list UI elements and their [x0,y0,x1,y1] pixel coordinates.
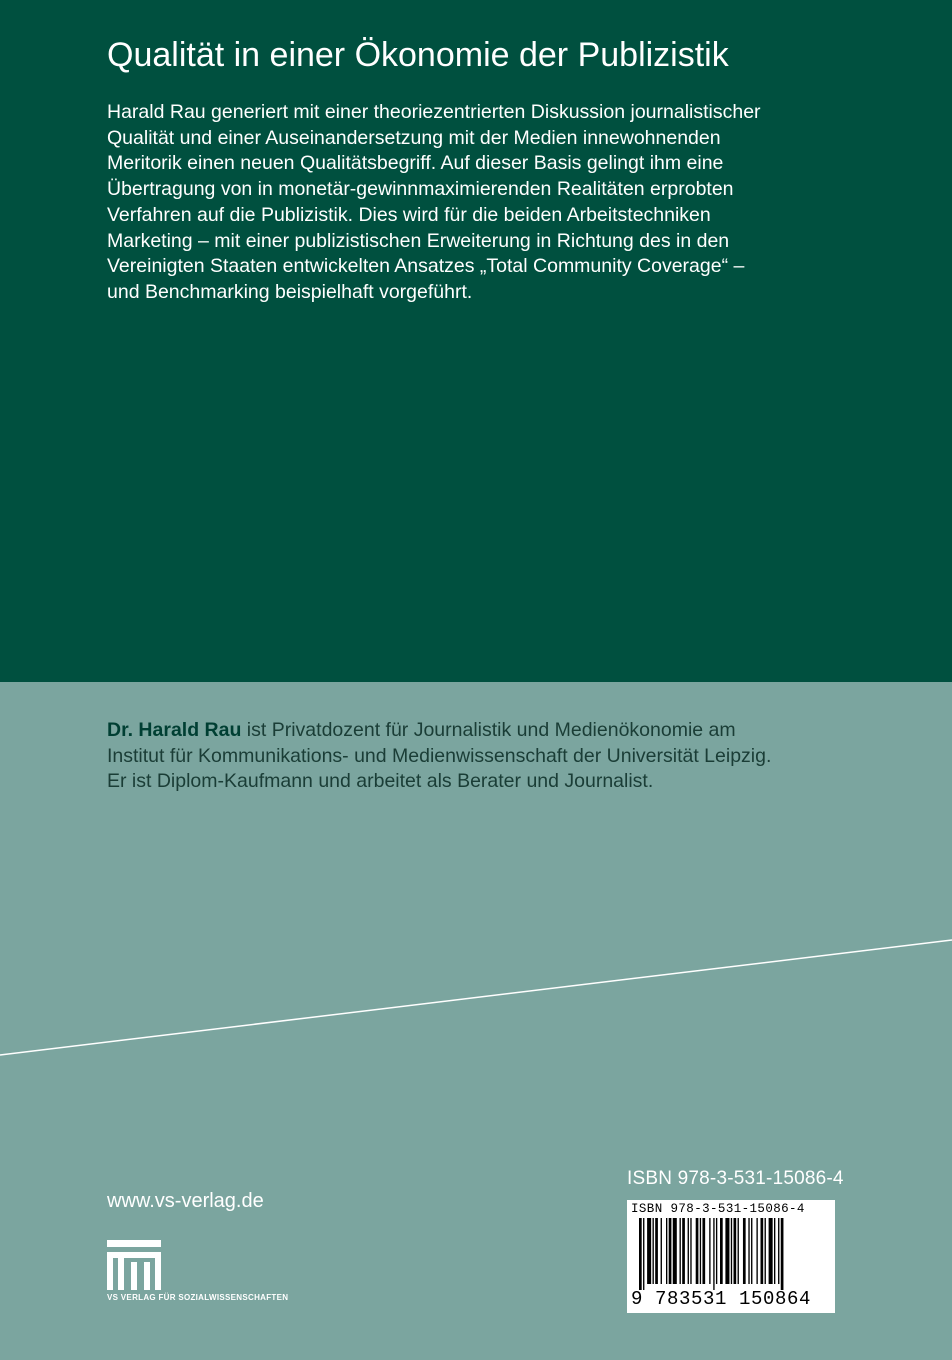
author-line-text: ist Privatdozent für Journalistik und Medienökonomie am [241,719,736,741]
barcode-bar [778,1218,779,1284]
author-line [107,718,867,744]
barcode-bar [669,1218,672,1284]
blurb-line: und Benchmarking beispielhaft vorgeführt. [107,280,473,303]
barcode [627,1200,835,1313]
barcode-bar [756,1218,757,1284]
barcode-bar [688,1218,689,1284]
blurb-line: Marketing – mit einer publizistischen Erweiterung in Richtung des in den [107,229,730,252]
barcode-bar [743,1218,746,1284]
blurb-line: Harald Rau generiert mit einer theoriezentrierten Diskussion journalistischer [107,101,761,123]
barcode-bar [639,1218,642,1290]
barcode-bar [702,1218,705,1284]
barcode-bar [720,1218,723,1284]
barcode-bar [769,1218,773,1284]
publisher-name: VS VERLAG FÜR SOZIALWISSENSCHAFTEN [107,1293,289,1302]
author-name: Dr. Harald Rau [107,719,242,741]
barcode-bar [666,1218,667,1284]
barcode-bar [673,1218,677,1284]
blurb-text [107,100,827,306]
barcode-bar [751,1218,752,1284]
blurb-line: Übertragung von in monetär-gewinnmaximierenden Realitäten erprobten [107,178,734,201]
barcode-bar [696,1218,699,1284]
barcode-bar [748,1218,749,1284]
author-line: Institut für Kommunikations- und Medienwissenschaft der Universität Leipzig. [107,744,772,767]
barcode-bar [716,1218,717,1284]
barcode-bar [647,1218,651,1284]
barcode-bar [682,1218,685,1284]
barcode-digits: 9 783531 150864 [631,1288,812,1310]
barcode-bar [700,1218,701,1284]
barcode-bar [709,1218,710,1284]
barcode-bar [653,1218,654,1284]
barcode-isbn-text: ISBN 978-3-531-15086-4 [631,1202,805,1216]
publisher-logo-icon [107,1240,161,1290]
blurb-line: Vereinigten Staaten entwickelten Ansatzes „Total Community Coverage“ – [107,255,745,278]
barcode-bars-icon [639,1218,827,1290]
barcode-bar [738,1218,739,1284]
barcode-bar [655,1218,658,1284]
publisher-url: www.vs-verlag.de [107,1190,264,1212]
barcode-bar [731,1218,732,1284]
barcode-bar [774,1218,775,1284]
blurb-line: Meritorik einen neuen Qualitätsbegriff. Auf dieser Basis gelingt ihm eine [107,152,724,175]
blurb-line: Qualität und einer Auseinandersetzung mit der Medien innewohnenden [107,126,721,149]
barcode-bar [725,1218,729,1284]
barcode-bar [713,1218,714,1290]
barcode-bar [734,1218,737,1284]
barcode-bar [765,1218,766,1284]
barcode-bar [643,1218,644,1290]
blurb-line: Verfahren auf die Publizistik. Dies wird für die beiden Arbeitstechniken [107,203,711,226]
barcode-bar [661,1218,662,1284]
book-title: Qualität in einer Ökonomie der Publizistik [107,36,729,74]
author-line: Er ist Diplom-Kaufmann und arbeitet als Berater und Journalist. [107,770,654,793]
barcode-bar [781,1218,784,1290]
barcode-bar [761,1218,764,1284]
author-bio [107,718,867,795]
barcode-bar [680,1218,681,1284]
barcode-bar [690,1218,691,1284]
isbn-label: ISBN 978-3-531-15086-4 [627,1168,844,1189]
